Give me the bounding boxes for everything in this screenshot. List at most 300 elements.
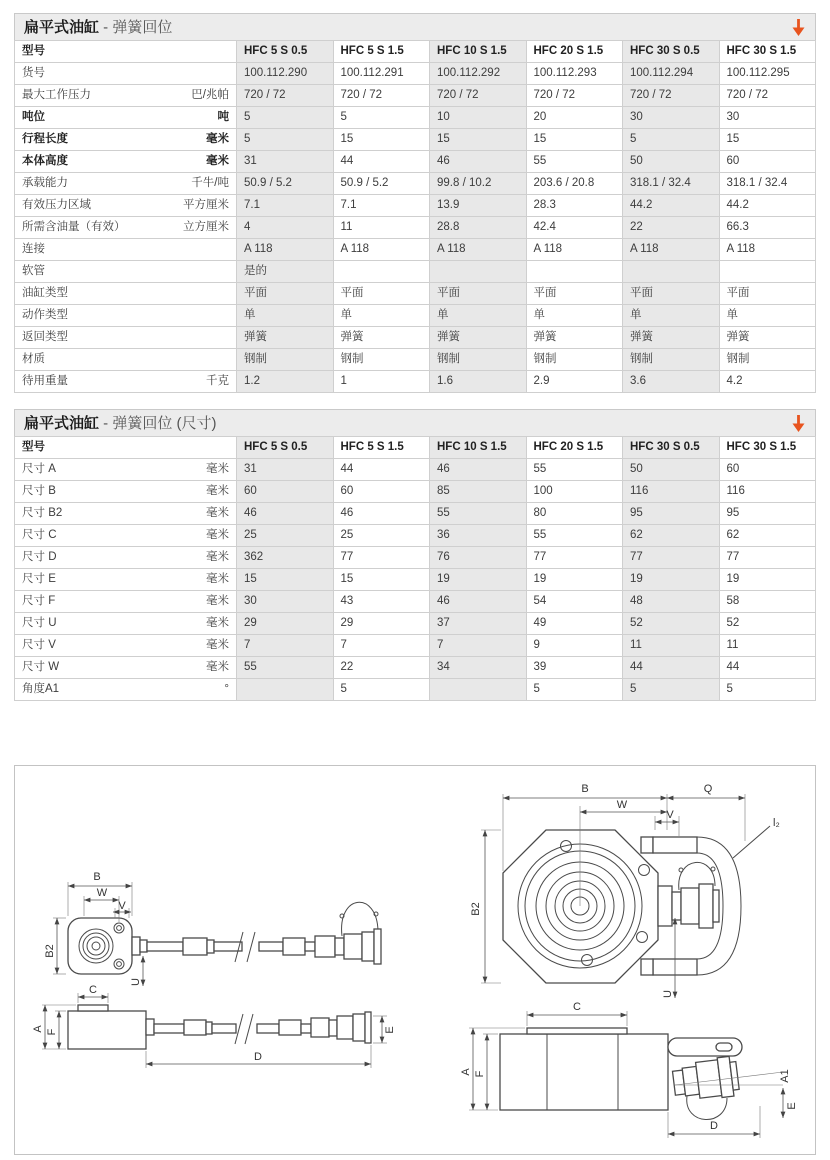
model-header: HFC 5 S 1.5 [333, 41, 430, 63]
spec-cell: 5 [333, 679, 430, 701]
spec-cell: 19 [526, 569, 623, 591]
row-unit: 毫米 [206, 507, 229, 520]
model-header: HFC 30 S 1.5 [719, 437, 816, 459]
spec-cell: 5 [623, 679, 720, 701]
row-label [15, 613, 237, 635]
technical-drawings [15, 766, 815, 1154]
row-label-content [22, 67, 229, 80]
spec-cell: A 118 [526, 239, 623, 261]
spec-cell: 99.8 / 10.2 [430, 173, 527, 195]
spec-cell: 720 / 72 [333, 85, 430, 107]
spec-cell: 31 [237, 459, 334, 481]
spec-cell: 95 [623, 503, 720, 525]
spec-cell: 50.9 / 5.2 [237, 173, 334, 195]
spec-cell: 弹簧 [237, 327, 334, 349]
spec-cell: 44 [333, 151, 430, 173]
row-label-text: 尺寸 W [22, 661, 60, 674]
row-label-text: 型号 [22, 45, 45, 58]
spec-row [15, 525, 816, 547]
spec-cell: 钢制 [526, 349, 623, 371]
drawing-large-cylinder-top-view [470, 783, 780, 998]
spec-cell: 318.1 / 32.4 [719, 173, 816, 195]
spec-cell: 100.112.292 [430, 63, 527, 85]
row-label-text: 材质 [22, 353, 45, 366]
row-label-content [22, 375, 229, 388]
spec-cell: 55 [237, 657, 334, 679]
spec-cell: 19 [430, 569, 527, 591]
row-label [15, 85, 237, 107]
spec-cell [237, 679, 334, 701]
row-label [15, 173, 237, 195]
spec-cell: 28.3 [526, 195, 623, 217]
spec-cell: 弹簧 [719, 327, 816, 349]
drawing-small-cylinder-side-view [32, 984, 396, 1068]
spec-row [15, 679, 816, 701]
spec-row [15, 173, 816, 195]
dim-label-E: E [384, 1026, 396, 1034]
spec-row [15, 371, 816, 393]
row-unit: 毫米 [206, 485, 229, 498]
spec-cell: 平面 [430, 283, 527, 305]
row-label [15, 371, 237, 393]
table2-title [24, 416, 217, 431]
spec-row [15, 195, 816, 217]
dim-label-B: B [93, 871, 101, 883]
row-label [15, 63, 237, 85]
dim-label-E: E [786, 1102, 798, 1110]
spec-cell: 100.112.293 [526, 63, 623, 85]
row-label [15, 503, 237, 525]
spec-cell: 44 [333, 459, 430, 481]
spec-cell: 318.1 / 32.4 [623, 173, 720, 195]
dim-label-F: F [474, 1070, 486, 1078]
spec-row [15, 591, 816, 613]
drawing-small-cylinder-top-view [44, 871, 381, 986]
drawing-large-cylinder-side-view [460, 1001, 798, 1138]
spec-cell: 203.6 / 20.8 [526, 173, 623, 195]
spec-cell: 50.9 / 5.2 [333, 173, 430, 195]
spec-cell: 55 [430, 503, 527, 525]
spec-row [15, 85, 816, 107]
row-unit: 千牛/吨 [191, 177, 229, 190]
row-label [15, 239, 237, 261]
spec-cell: 116 [623, 481, 720, 503]
row-label-content [22, 243, 229, 256]
row-label-text: 货号 [22, 67, 45, 80]
spec-cell: 5 [237, 129, 334, 151]
row-label [15, 129, 237, 151]
model-header: HFC 5 S 0.5 [237, 41, 334, 63]
row-label-text: 有效压力区域 [22, 199, 91, 212]
spec-cell: 46 [430, 591, 527, 613]
spec-cell: 7.1 [333, 195, 430, 217]
spec-cell: 平面 [719, 283, 816, 305]
model-header: HFC 20 S 1.5 [526, 41, 623, 63]
spec-cell: 3.6 [623, 371, 720, 393]
spec-cell: 62 [719, 525, 816, 547]
spec-cell: 77 [333, 547, 430, 569]
row-label-content [22, 133, 229, 146]
spec-cell: 43 [333, 591, 430, 613]
dim-label-U: U [130, 978, 142, 986]
spec-row [15, 151, 816, 173]
spec-cell: A 118 [237, 239, 334, 261]
spec-cell: 77 [623, 547, 720, 569]
row-label-content [22, 155, 229, 168]
row-label [15, 547, 237, 569]
spec-cell: 弹簧 [623, 327, 720, 349]
row-label-text: 软管 [22, 265, 45, 278]
row-label-text: 角度A1 [22, 683, 60, 696]
row-label [15, 635, 237, 657]
spec-cell: 7 [430, 635, 527, 657]
model-header: HFC 5 S 0.5 [237, 437, 334, 459]
row-unit: 千克 [206, 375, 229, 388]
row-label-text: 尺寸 V [22, 639, 56, 652]
spec-cell: 62 [623, 525, 720, 547]
download-arrow-icon[interactable] [791, 414, 806, 433]
row-label-text: 尺寸 E [22, 573, 56, 586]
spec-cell: 77 [526, 547, 623, 569]
table2-title-band [14, 409, 816, 436]
spec-cell: 46 [430, 459, 527, 481]
spec-cell [623, 261, 720, 283]
spec-row [15, 283, 816, 305]
download-arrow-icon[interactable] [791, 18, 806, 37]
spec-cell: 55 [526, 151, 623, 173]
spec-cell: 平面 [333, 283, 430, 305]
row-unit: 毫米 [206, 595, 229, 608]
dim-label-U: U [662, 990, 674, 998]
models-header-label [15, 437, 237, 459]
spec-cell: 39 [526, 657, 623, 679]
row-label-text: 尺寸 F [22, 595, 56, 608]
table1-title-bold: 扁平式油缸 [24, 18, 100, 36]
row-label-content [22, 177, 229, 190]
row-unit: 毫米 [206, 661, 229, 674]
spec-row [15, 569, 816, 591]
spec-cell: 60 [719, 459, 816, 481]
spec-cell: A 118 [333, 239, 430, 261]
spec-cell: 60 [333, 481, 430, 503]
spec-cell: 100.112.294 [623, 63, 720, 85]
spec-cell: 5 [237, 107, 334, 129]
row-label-text: 动作类型 [22, 309, 68, 322]
table1-title-band [14, 13, 816, 40]
spec-cell: 1 [333, 371, 430, 393]
row-label [15, 283, 237, 305]
spec-cell: 49 [526, 613, 623, 635]
spec-cell: 单 [526, 305, 623, 327]
spec-cell: 1.2 [237, 371, 334, 393]
model-header: HFC 10 S 1.5 [430, 41, 527, 63]
spec-cell: 平面 [526, 283, 623, 305]
row-label-content [22, 287, 229, 300]
spec-cell: 34 [430, 657, 527, 679]
row-unit: ° [224, 683, 229, 696]
row-label [15, 107, 237, 129]
spec-cell [719, 261, 816, 283]
spec-cell [430, 261, 527, 283]
spec-cell: 4 [237, 217, 334, 239]
row-label-content [22, 529, 229, 542]
row-label-content [22, 89, 229, 102]
row-label-content [22, 683, 229, 696]
spec-cell: 30 [623, 107, 720, 129]
spec-cell: 单 [333, 305, 430, 327]
spec-cell: 钢制 [333, 349, 430, 371]
row-unit: 吨 [217, 111, 229, 124]
spec-cell: 720 / 72 [719, 85, 816, 107]
spec-cell [333, 261, 430, 283]
spec-row [15, 481, 816, 503]
dim-label-C: C [89, 984, 97, 996]
spec-cell: 100 [526, 481, 623, 503]
spec-cell: 9 [526, 635, 623, 657]
spec-cell: 5 [623, 129, 720, 151]
models-header-label [15, 41, 237, 63]
spec-cell: 5 [526, 679, 623, 701]
dim-label-W: W [616, 799, 628, 811]
spec-cell: 80 [526, 503, 623, 525]
row-label [15, 261, 237, 283]
spec-cell [430, 679, 527, 701]
spec-table-dimensions [14, 436, 816, 701]
spec-row [15, 63, 816, 85]
spec-cell: 52 [623, 613, 720, 635]
dim-label-B: B [581, 783, 589, 795]
spec-cell [526, 261, 623, 283]
spec-cell: 54 [526, 591, 623, 613]
spec-cell: 是的 [237, 261, 334, 283]
spec-cell: 720 / 72 [526, 85, 623, 107]
model-header-row [15, 437, 816, 459]
spec-cell: 4.2 [719, 371, 816, 393]
row-label-content [22, 595, 229, 608]
row-label-content [22, 265, 229, 278]
spec-cell: 46 [333, 503, 430, 525]
row-label-text: 本体高度 [22, 155, 68, 168]
row-label [15, 569, 237, 591]
dim-label-A: A [460, 1068, 472, 1076]
dim-label-V: V [118, 900, 126, 912]
row-label [15, 217, 237, 239]
row-label-content [22, 221, 229, 234]
spec-cell: 60 [719, 151, 816, 173]
row-unit: 毫米 [206, 133, 229, 146]
row-label [15, 151, 237, 173]
row-label [15, 327, 237, 349]
spec-cell: A 118 [719, 239, 816, 261]
spec-cell: 单 [623, 305, 720, 327]
row-label-text: 吨位 [22, 111, 45, 124]
dim-label-C: C [573, 1001, 581, 1013]
spec-cell: 95 [719, 503, 816, 525]
model-header: HFC 5 S 1.5 [333, 437, 430, 459]
row-label-text: 待用重量 [22, 375, 68, 388]
spec-cell: 7 [333, 635, 430, 657]
spec-cell: 单 [430, 305, 527, 327]
spec-cell: 15 [430, 129, 527, 151]
spec-row [15, 217, 816, 239]
spec-cell: A 118 [430, 239, 527, 261]
spec-cell: 7.1 [237, 195, 334, 217]
technical-drawings-panel [14, 765, 816, 1155]
dim-label-A: A [32, 1025, 44, 1033]
spec-row [15, 305, 816, 327]
row-label-text: 返回类型 [22, 331, 68, 344]
spec-cell: 77 [719, 547, 816, 569]
row-label-text: 行程长度 [22, 133, 68, 146]
row-unit: 毫米 [206, 463, 229, 476]
row-label-text: 尺寸 B2 [22, 507, 63, 520]
spec-cell: 44.2 [719, 195, 816, 217]
dim-label-Q: Q [703, 783, 713, 795]
spec-cell: 28.8 [430, 217, 527, 239]
down-arrow-glyph [791, 18, 806, 37]
spec-row [15, 459, 816, 481]
spec-cell: 11 [333, 217, 430, 239]
model-header: HFC 20 S 1.5 [526, 437, 623, 459]
row-label-text: 型号 [22, 441, 45, 454]
row-label-content [22, 463, 229, 476]
spec-table-main [14, 40, 816, 393]
models-header-label-content [22, 441, 229, 454]
spec-cell: 平面 [623, 283, 720, 305]
row-label-content [22, 661, 229, 674]
spec-cell: 58 [719, 591, 816, 613]
spec-cell: 20 [526, 107, 623, 129]
spec-cell: 37 [430, 613, 527, 635]
spec-cell: 66.3 [719, 217, 816, 239]
spec-cell: 2.9 [526, 371, 623, 393]
spec-cell: 29 [237, 613, 334, 635]
dimension-table-section [14, 409, 816, 701]
dim-label-l2: l₂ [773, 817, 780, 829]
row-label-content [22, 353, 229, 366]
spec-row [15, 327, 816, 349]
spec-cell: 30 [719, 107, 816, 129]
spec-cell: 22 [623, 217, 720, 239]
spec-table-section [14, 13, 816, 393]
row-label-text: 尺寸 A [22, 463, 56, 476]
spec-row [15, 129, 816, 151]
spec-cell: 钢制 [430, 349, 527, 371]
row-label [15, 481, 237, 503]
spec-cell: 46 [237, 503, 334, 525]
dim-label-A1: A1 [779, 1069, 791, 1083]
table1-title [24, 20, 172, 35]
row-label-content [22, 309, 229, 322]
row-label-text: 尺寸 D [22, 551, 57, 564]
spec-cell: 31 [237, 151, 334, 173]
row-label-content [22, 573, 229, 586]
spec-cell: 钢制 [237, 349, 334, 371]
row-label-content [22, 485, 229, 498]
row-unit: 毫米 [206, 529, 229, 542]
row-label [15, 525, 237, 547]
dim-label-V: V [666, 809, 674, 821]
spec-cell: 44 [719, 657, 816, 679]
model-header-row [15, 41, 816, 63]
row-label-content [22, 551, 229, 564]
spec-cell: 116 [719, 481, 816, 503]
model-header: HFC 30 S 1.5 [719, 41, 816, 63]
row-label [15, 459, 237, 481]
spec-cell: 弹簧 [430, 327, 527, 349]
row-unit: 毫米 [206, 573, 229, 586]
spec-cell: 44 [623, 657, 720, 679]
spec-cell: 362 [237, 547, 334, 569]
spec-cell: 100.112.290 [237, 63, 334, 85]
row-label-text: 最大工作压力 [22, 89, 91, 102]
spec-cell: 单 [719, 305, 816, 327]
spec-cell: 5 [333, 107, 430, 129]
row-unit: 毫米 [206, 617, 229, 630]
spec-cell: 44.2 [623, 195, 720, 217]
row-label-text: 油缸类型 [22, 287, 68, 300]
spec-cell: 11 [719, 635, 816, 657]
spec-cell: 22 [333, 657, 430, 679]
dim-label-W: W [96, 887, 108, 899]
spec-cell: 11 [623, 635, 720, 657]
spec-cell: 100.112.295 [719, 63, 816, 85]
row-label [15, 679, 237, 701]
spec-cell: 50 [623, 151, 720, 173]
dim-label-B2: B2 [470, 902, 482, 916]
spec-cell: 5 [719, 679, 816, 701]
row-unit: 毫米 [206, 639, 229, 652]
spec-cell: 55 [526, 525, 623, 547]
spec-cell: 36 [430, 525, 527, 547]
spec-cell: 720 / 72 [430, 85, 527, 107]
table1-title-rest: - 弹簧回位 [99, 18, 173, 36]
dim-label-D: D [254, 1051, 262, 1063]
spec-cell: 15 [333, 569, 430, 591]
spec-cell: 100.112.291 [333, 63, 430, 85]
row-label [15, 349, 237, 371]
spec-cell: 720 / 72 [623, 85, 720, 107]
dim-label-F: F [46, 1028, 58, 1036]
spec-cell: 10 [430, 107, 527, 129]
spec-cell: 42.4 [526, 217, 623, 239]
model-header: HFC 30 S 0.5 [623, 41, 720, 63]
spec-cell: 15 [526, 129, 623, 151]
models-header-label-content [22, 45, 229, 58]
spec-cell: 钢制 [623, 349, 720, 371]
spec-row [15, 261, 816, 283]
row-unit: 平方厘米 [183, 199, 229, 212]
spec-row [15, 503, 816, 525]
row-label-content [22, 331, 229, 344]
model-header: HFC 30 S 0.5 [623, 437, 720, 459]
spec-cell: 15 [719, 129, 816, 151]
spec-cell: 平面 [237, 283, 334, 305]
spec-cell: 19 [719, 569, 816, 591]
spec-cell: 1.6 [430, 371, 527, 393]
model-header: HFC 10 S 1.5 [430, 437, 527, 459]
row-label [15, 195, 237, 217]
spec-cell: 弹簧 [526, 327, 623, 349]
spec-row [15, 547, 816, 569]
spec-row [15, 657, 816, 679]
spec-row [15, 613, 816, 635]
spec-cell: 76 [430, 547, 527, 569]
spec-cell: 13.9 [430, 195, 527, 217]
spec-cell: 弹簧 [333, 327, 430, 349]
dim-label-B2: B2 [44, 944, 56, 958]
table2-title-rest: - 弹簧回位 (尺寸) [99, 414, 217, 432]
